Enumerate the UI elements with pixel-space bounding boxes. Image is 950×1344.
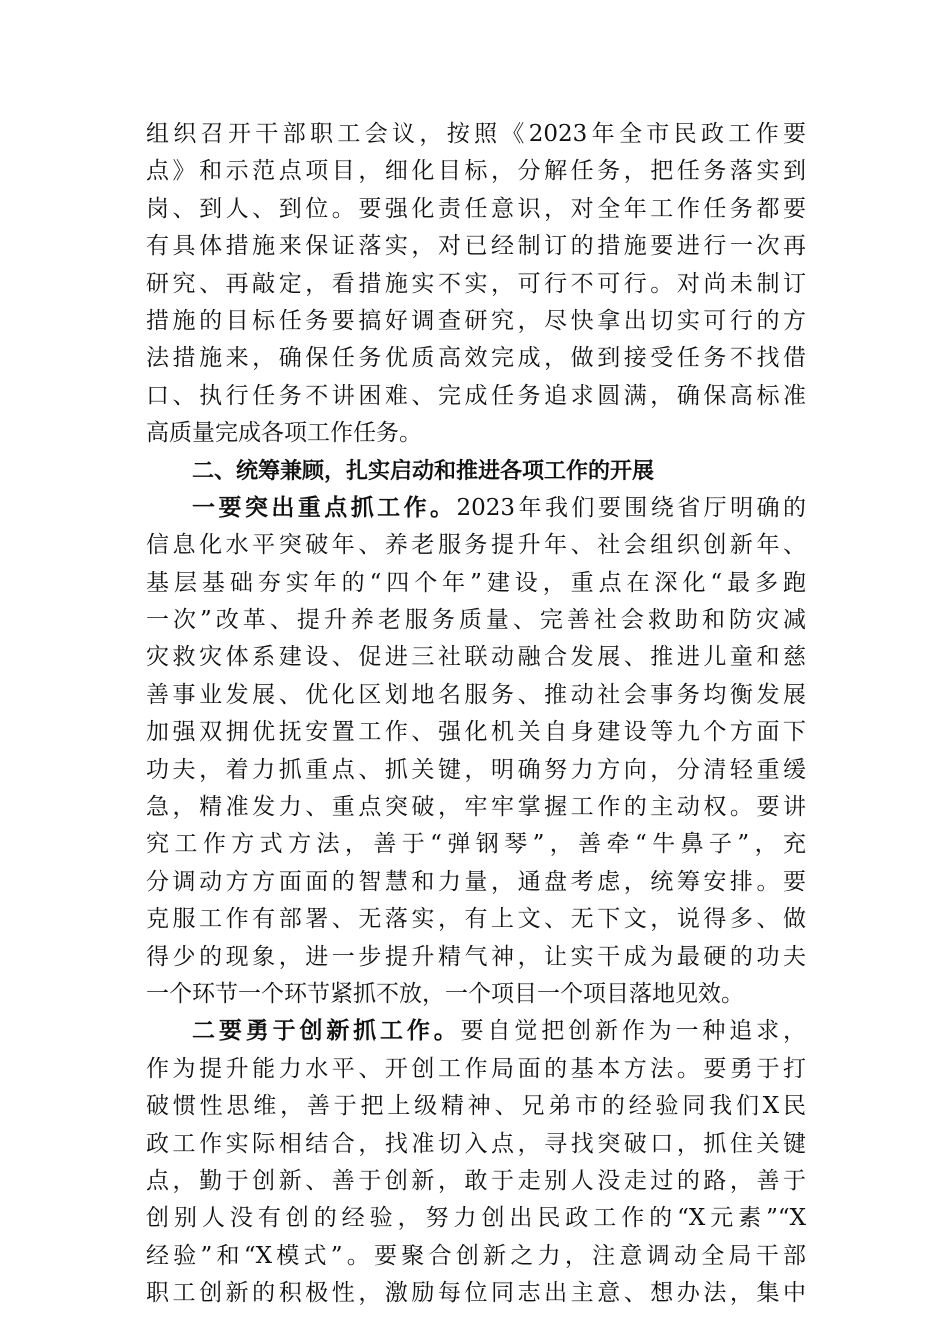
text-line: 破惯性思维，善于把上级精神、兄弟市的经验同我们X民 [146, 1093, 806, 1120]
text-line [146, 1013, 806, 1050]
text-line: 法措施来，确保任务优质高效完成，做到接受任务不找借 [146, 345, 806, 372]
text-line: 基层基础夯实年的“四个年”建设，重点在深化“最多跑 [146, 569, 806, 596]
text-line: 一次”改革、提升养老服务质量、完善社会救助和防灾减 [146, 607, 806, 634]
text-line: 急，精准发力、重点突破，牢牢掌握工作的主动权。要讲 [146, 794, 806, 821]
text-line: 点》和示范点项目，细化目标，分解任务，把任务落实到 [146, 158, 806, 185]
text-line: 研究、再敲定，看措施实不实，可行不可行。对尚未制订 [146, 270, 806, 297]
paragraph-lead: 一要突出重点抓工作。 [192, 494, 457, 521]
text-line: 善事业发展、优化区划地名服务、推动社会事务均衡发展 [146, 681, 806, 708]
text-line [146, 490, 806, 527]
text-line: 作为提升能力水平、开创工作局面的基本方法。要勇于打 [146, 1055, 806, 1082]
text-line: 创别人没有创的经验，努力创出民政工作的“X元素”“X [146, 1205, 806, 1232]
text-run: 2023年我们要围绕省厅明确的 [456, 494, 807, 521]
section-heading: 二、统筹兼顾，扎实启动和推进各项工作的开展 [192, 458, 655, 484]
text-line: 政工作实际相结合，找准切入点，寻找突破口，抓住关键 [146, 1130, 806, 1157]
text-line: 加强双拥优抚安置工作、强化机关自身建设等九个方面下 [146, 719, 806, 746]
text-line: 一个环节一个环节紧抓不放，一个项目一个项目落地见效。 [146, 980, 744, 1007]
text-line: 措施的目标任务要搞好调查研究，尽快拿出切实可行的方 [146, 307, 806, 334]
text-line: 职工创新的积极性，激励每位同志出主意、想办法，集中 [146, 1280, 806, 1307]
text-line: 高质量完成各项工作任务。 [146, 420, 422, 447]
text-line: 点，勤于创新、善于创新，敢于走别人没走过的路，善于 [146, 1167, 806, 1194]
paragraph-lead: 二要勇于创新抓工作。 [192, 1018, 461, 1045]
text-line: 得少的现象，进一步提升精气神，让实干成为最硬的功夫 [146, 943, 806, 970]
text-line: 分调动方方面面的智慧和力量，通盘考虑，统筹安排。要 [146, 868, 806, 895]
paragraph-task-implementation [146, 116, 806, 453]
text-line: 克服工作有部署、无落实，有上文、无下文，说得多、做 [146, 906, 806, 933]
text-line: 岗、到人、到位。要强化责任意识，对全年工作任务都要 [146, 195, 806, 222]
text-line: 功夫，着力抓重点、抓关键，明确努力方向，分清轻重缓 [146, 756, 806, 783]
document-page [146, 116, 806, 1313]
text-line: 口、执行任务不讲困难、完成任务追求圆满，确保高标准 [146, 382, 806, 409]
text-line: 组织召开干部职工会议，按照《2023年全市民政工作要 [146, 121, 806, 147]
text-line: 有具体措施来保证落实，对已经制订的措施要进行一次再 [146, 233, 806, 260]
text-line: 究工作方式方法，善于“弹钢琴”，善牵“牛鼻子”，充 [146, 831, 806, 858]
text-line: 经验”和“X模式”。要聚合创新之力，注意调动全局干部 [146, 1242, 806, 1269]
text-line: 信息化水平突破年、养老服务提升年、社会组织创新年、 [146, 532, 806, 559]
paragraph-focus-on-priorities [146, 490, 806, 1013]
text-line: 灾救灾体系建设、促进三社联动融合发展、推进儿童和慈 [146, 644, 806, 671]
text-run: 要自觉把创新作为一种追求， [460, 1018, 807, 1045]
paragraph-innovation [146, 1013, 806, 1312]
